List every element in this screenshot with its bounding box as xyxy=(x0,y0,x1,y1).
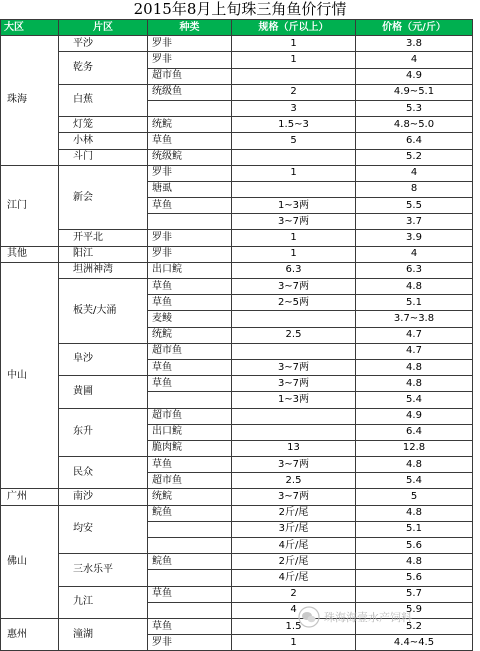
species-cell: 统级鱼 xyxy=(148,84,232,100)
species-cell: 统鲩 xyxy=(148,327,232,343)
table-row xyxy=(1,117,473,133)
area-cell: 阳江 xyxy=(59,246,148,262)
spec-cell xyxy=(232,149,356,165)
price-cell: 5.9 xyxy=(356,602,473,618)
header-area: 片区 xyxy=(59,20,148,36)
table-row xyxy=(1,133,473,149)
species-cell: 草鱼 xyxy=(148,198,232,214)
price-cell: 5.7 xyxy=(356,586,473,602)
spec-cell: 3 xyxy=(232,100,356,116)
price-cell: 4 xyxy=(356,52,473,68)
table-row xyxy=(1,457,473,473)
spec-cell: 1~3两 xyxy=(232,198,356,214)
table-header-row xyxy=(1,20,473,36)
price-cell: 4.8 xyxy=(356,279,473,295)
species-cell xyxy=(148,602,232,618)
price-cell: 4.4~4.5 xyxy=(356,635,473,651)
header-price: 价格（元/斤） xyxy=(356,20,473,36)
species-cell xyxy=(148,392,232,408)
watermark xyxy=(298,605,480,629)
price-cell: 5.6 xyxy=(356,538,473,554)
species-cell: 草鱼 xyxy=(148,279,232,295)
spec-cell: 3~7两 xyxy=(232,359,356,375)
spec-cell: 1 xyxy=(232,165,356,181)
area-cell: 白蕉 xyxy=(59,84,148,116)
species-cell: 草鱼 xyxy=(148,133,232,149)
spec-cell: 3斤/尾 xyxy=(232,521,356,537)
table-row xyxy=(1,376,473,392)
price-cell: 4.8 xyxy=(356,359,473,375)
spec-cell: 4 xyxy=(232,602,356,618)
species-cell: 统鲩 xyxy=(148,117,232,133)
price-cell: 4.7 xyxy=(356,327,473,343)
table-row xyxy=(1,343,473,359)
species-cell: 草鱼 xyxy=(148,295,232,311)
area-cell: 南沙 xyxy=(59,489,148,505)
table-row xyxy=(1,408,473,424)
area-cell: 黄圃 xyxy=(59,376,148,408)
spec-cell: 5 xyxy=(232,133,356,149)
price-cell: 5.6 xyxy=(356,570,473,586)
spec-cell: 1.5 xyxy=(232,618,356,634)
spec-cell: 4斤/尾 xyxy=(232,538,356,554)
area-cell: 东升 xyxy=(59,408,148,457)
price-cell: 4.8 xyxy=(356,376,473,392)
table-row xyxy=(1,84,473,100)
area-cell: 阜沙 xyxy=(59,343,148,375)
price-cell: 5.1 xyxy=(356,521,473,537)
species-cell xyxy=(148,538,232,554)
species-cell: 统鲩 xyxy=(148,489,232,505)
region-cell: 惠州 xyxy=(1,618,59,650)
region-cell: 佛山 xyxy=(1,505,59,618)
table-row xyxy=(1,246,473,262)
species-cell xyxy=(148,570,232,586)
species-cell: 超市鱼 xyxy=(148,68,232,84)
price-cell: 6.3 xyxy=(356,262,473,278)
header-species: 种类 xyxy=(148,20,232,36)
spec-cell xyxy=(232,181,356,197)
price-cell: 6.4 xyxy=(356,133,473,149)
spec-cell xyxy=(232,408,356,424)
species-cell: 出口鲩 xyxy=(148,262,232,278)
area-cell: 斗门 xyxy=(59,149,148,165)
table-row xyxy=(1,279,473,295)
species-cell: 出口鲩 xyxy=(148,424,232,440)
region-cell: 其他 xyxy=(1,246,59,262)
spec-cell: 2斤/尾 xyxy=(232,505,356,521)
price-cell: 5.2 xyxy=(356,149,473,165)
table-row xyxy=(1,165,473,181)
spec-cell: 1 xyxy=(232,52,356,68)
price-cell: 5 xyxy=(356,489,473,505)
area-cell: 乾务 xyxy=(59,52,148,84)
species-cell: 草鱼 xyxy=(148,618,232,634)
area-cell: 坦洲神湾 xyxy=(59,262,148,278)
species-cell: 草鱼 xyxy=(148,457,232,473)
spec-cell: 13 xyxy=(232,440,356,456)
species-cell: 罗非 xyxy=(148,52,232,68)
area-cell: 潼湖 xyxy=(59,618,148,650)
price-cell: 5.4 xyxy=(356,473,473,489)
spec-cell: 1 xyxy=(232,36,356,52)
price-table xyxy=(0,19,473,651)
spec-cell: 3~7两 xyxy=(232,214,356,230)
species-cell xyxy=(148,214,232,230)
region-cell: 珠海 xyxy=(1,36,59,166)
species-cell: 罗非 xyxy=(148,246,232,262)
area-cell: 开平北 xyxy=(59,230,148,246)
species-cell: 超市鱼 xyxy=(148,343,232,359)
species-cell: 草鱼 xyxy=(148,359,232,375)
spec-cell xyxy=(232,68,356,84)
header-spec: 规格（斤以上） xyxy=(232,20,356,36)
region-cell: 广州 xyxy=(1,489,59,505)
species-cell: 罗非 xyxy=(148,635,232,651)
spec-cell: 3~7两 xyxy=(232,489,356,505)
area-cell: 平沙 xyxy=(59,36,148,52)
area-cell: 灯笼 xyxy=(59,117,148,133)
table-row xyxy=(1,586,473,602)
species-cell: 罗非 xyxy=(148,165,232,181)
spec-cell: 1~3两 xyxy=(232,392,356,408)
price-cell: 6.4 xyxy=(356,424,473,440)
table-row xyxy=(1,230,473,246)
species-cell: 鲩鱼 xyxy=(148,554,232,570)
species-cell: 麦鲮 xyxy=(148,311,232,327)
table-row xyxy=(1,52,473,68)
price-cell: 3.7 xyxy=(356,214,473,230)
spec-cell: 3~7两 xyxy=(232,279,356,295)
area-cell: 民众 xyxy=(59,457,148,489)
species-cell: 鲩鱼 xyxy=(148,505,232,521)
spec-cell: 2 xyxy=(232,586,356,602)
spec-cell xyxy=(232,311,356,327)
region-cell: 江门 xyxy=(1,165,59,246)
species-cell: 统级鲩 xyxy=(148,149,232,165)
area-cell: 九江 xyxy=(59,586,148,618)
price-cell: 5.2 xyxy=(356,618,473,634)
price-cell: 4.8 xyxy=(356,505,473,521)
price-cell: 3.8 xyxy=(356,36,473,52)
header-region: 大区 xyxy=(1,20,59,36)
price-cell: 4 xyxy=(356,165,473,181)
spec-cell: 2.5 xyxy=(232,473,356,489)
spec-cell: 3~7两 xyxy=(232,376,356,392)
region-cell: 中山 xyxy=(1,262,59,489)
watermark-text: 珠海海壹水产饲料 xyxy=(324,611,412,624)
price-cell: 4.9 xyxy=(356,408,473,424)
species-cell xyxy=(148,521,232,537)
species-cell: 罗非 xyxy=(148,230,232,246)
price-cell: 4.8 xyxy=(356,554,473,570)
table-body xyxy=(1,36,473,651)
table-row xyxy=(1,262,473,278)
table-row xyxy=(1,505,473,521)
area-cell: 小林 xyxy=(59,133,148,149)
species-cell: 罗非 xyxy=(148,36,232,52)
species-cell: 脆肉鲩 xyxy=(148,440,232,456)
price-cell: 5.1 xyxy=(356,295,473,311)
spec-cell: 1.5~3 xyxy=(232,117,356,133)
area-cell: 均安 xyxy=(59,505,148,554)
spec-cell xyxy=(232,343,356,359)
spec-cell xyxy=(232,424,356,440)
price-cell: 4 xyxy=(356,246,473,262)
spec-cell: 1 xyxy=(232,246,356,262)
spec-cell: 6.3 xyxy=(232,262,356,278)
price-cell: 12.8 xyxy=(356,440,473,456)
price-cell: 4.8~5.0 xyxy=(356,117,473,133)
price-cell: 5.4 xyxy=(356,392,473,408)
species-cell: 塘虱 xyxy=(148,181,232,197)
spec-cell: 2 xyxy=(232,84,356,100)
area-cell: 三水乐平 xyxy=(59,554,148,586)
price-cell: 8 xyxy=(356,181,473,197)
page-title: 2015年8月上旬珠三角鱼价行情 xyxy=(133,0,347,18)
spec-cell: 1 xyxy=(232,230,356,246)
spec-cell: 4斤/尾 xyxy=(232,570,356,586)
price-cell: 5.5 xyxy=(356,198,473,214)
table-row xyxy=(1,149,473,165)
area-cell: 板芙/大涌 xyxy=(59,279,148,344)
spec-cell: 1 xyxy=(232,635,356,651)
spec-cell: 2~5两 xyxy=(232,295,356,311)
species-cell: 超市鱼 xyxy=(148,473,232,489)
price-cell: 4.9~5.1 xyxy=(356,84,473,100)
species-cell: 草鱼 xyxy=(148,586,232,602)
wechat-logo-icon xyxy=(298,606,320,628)
table-row xyxy=(1,36,473,52)
species-cell: 草鱼 xyxy=(148,376,232,392)
table-row xyxy=(1,554,473,570)
price-cell: 3.9 xyxy=(356,230,473,246)
price-cell: 4.7 xyxy=(356,343,473,359)
spec-cell: 2.5 xyxy=(232,327,356,343)
species-cell: 超市鱼 xyxy=(148,408,232,424)
spec-cell: 2斤/尾 xyxy=(232,554,356,570)
price-cell: 3.7~3.8 xyxy=(356,311,473,327)
price-cell: 5.3 xyxy=(356,100,473,116)
spec-cell: 3~7两 xyxy=(232,457,356,473)
price-cell: 4.9 xyxy=(356,68,473,84)
area-cell: 新会 xyxy=(59,165,148,230)
species-cell xyxy=(148,100,232,116)
table-row xyxy=(1,489,473,505)
price-cell: 4.8 xyxy=(356,457,473,473)
